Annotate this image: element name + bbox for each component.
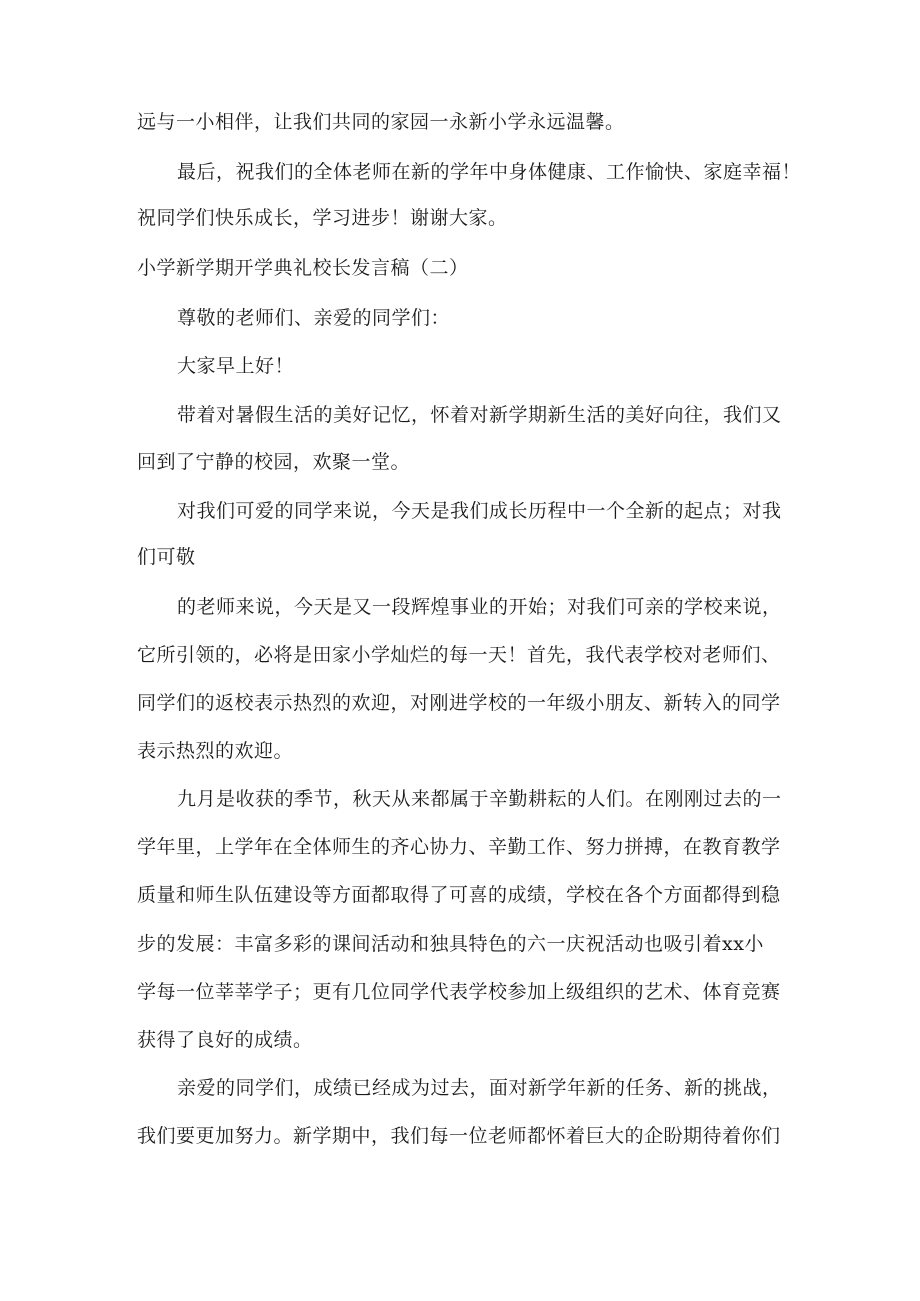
paragraph-line: 亲爱的同学们，成绩已经成为过去，面对新学年新的任务、新的挑战， xyxy=(177,1077,782,1099)
paragraph-line: 学年里，上学年在全体师生的齐心协力、辛勤工作、努力拼搏，在教育教学 xyxy=(137,836,781,858)
paragraph-line: 回到了宁静的校园，欢聚一堂。 xyxy=(137,451,411,473)
paragraph-line: 们可敬 xyxy=(137,546,196,568)
paragraph-line: 它所引领的，必将是田家小学灿烂的每一天！首先，我代表学校对老师们、 xyxy=(137,644,781,666)
paragraph-line: 质量和师生队伍建设等方面都取得了可喜的成绩，学校在各个方面都得到稳 xyxy=(137,884,781,906)
paragraph-line: 学每一位莘莘学子；更有几位同学代表学校参加上级组织的艺术、体育竞赛 xyxy=(137,981,781,1003)
section-heading: 小学新学期开学典礼校长发言稿（二） xyxy=(137,257,469,279)
paragraph-line: 最后，祝我们的全体老师在新的学年中身体健康、工作愉快、家庭幸福！ xyxy=(177,161,802,183)
paragraph-line: 同学们的返校表示热烈的欢迎，对刚进学校的一年级小朋友、新转入的同学 xyxy=(137,692,781,714)
paragraph-line: 步的发展：丰富多彩的课间活动和独具特色的六一庆祝活动也吸引着xx小 xyxy=(137,933,764,955)
paragraph-line: 九月是收获的季节，秋天从来都属于辛勤耕耘的人们。在刚刚过去的一 xyxy=(177,788,782,810)
paragraph-line: 的老师来说，今天是又一段辉煌事业的开始；对我们可亲的学校来说， xyxy=(177,596,782,618)
paragraph-line: 表示热烈的欢迎。 xyxy=(137,740,294,762)
paragraph-line: 我们要更加努力。新学期中，我们每一位老师都怀着巨大的企盼期待着你们 xyxy=(137,1125,781,1147)
salutation-line: 尊敬的老师们、亲爱的同学们： xyxy=(177,307,451,329)
paragraph-line: 对我们可爱的同学来说，今天是我们成长历程中一个全新的起点；对我 xyxy=(177,500,782,522)
greeting-line: 大家早上好！ xyxy=(177,355,295,377)
paragraph-line: 带着对暑假生活的美好记忆，怀着对新学期新生活的美好向往，我们又 xyxy=(177,404,782,426)
paragraph-line: 祝同学们快乐成长，学习进步！谢谢大家。 xyxy=(137,207,508,229)
paragraph-line: 获得了良好的成绩。 xyxy=(137,1029,313,1051)
paragraph-line: 远与一小相伴，让我们共同的家园一永新小学永远温馨。 xyxy=(137,111,625,133)
